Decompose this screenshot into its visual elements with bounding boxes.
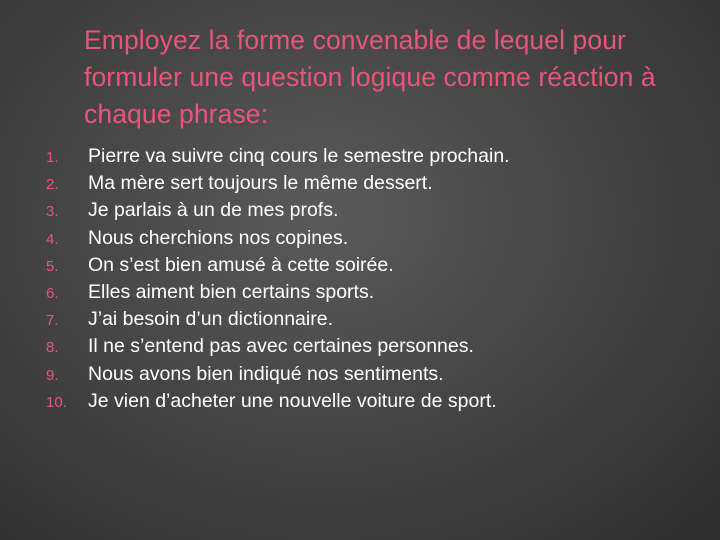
item-text: Nous avons bien indiqué nos sentiments. (88, 362, 444, 385)
list-item (46, 227, 696, 254)
list-item (46, 390, 696, 417)
list-item (46, 363, 696, 390)
list-item (46, 308, 696, 335)
sentence-list (46, 145, 696, 417)
item-number: 10. (46, 393, 67, 411)
list-item (46, 172, 696, 199)
item-number: 4. (46, 230, 59, 248)
list-item (46, 145, 696, 172)
item-text: On s’est bien amusé à cette soirée. (88, 253, 394, 276)
item-text: J’ai besoin d’un dictionnaire. (88, 308, 333, 331)
item-number: 3. (46, 203, 59, 221)
item-text: Ma mère sert toujours le même dessert. (88, 172, 433, 195)
list-item (46, 254, 696, 281)
list-item (46, 199, 696, 226)
list-item (46, 335, 696, 362)
item-number: 9. (46, 366, 59, 384)
item-number: 1. (46, 149, 59, 166)
item-text: Elles aiment bien certains sports. (88, 280, 375, 303)
list-item (46, 281, 696, 308)
item-number: 6. (46, 284, 59, 302)
item-number: 2. (46, 176, 59, 194)
item-text: Je vien d’acheter une nouvelle voiture de sport. (88, 389, 497, 412)
slide-title: Employez la forme convenable de lequel pour formuler une question logique comme réaction à chaque phrase: (84, 25, 656, 129)
item-number: 7. (46, 312, 59, 330)
item-text: Nous cherchions nos copines. (88, 226, 349, 249)
item-text: Je parlais à un de mes profs. (88, 199, 339, 222)
item-number: 8. (46, 339, 59, 357)
item-text: Pierre va suivre cinq cours le semestre prochain. (88, 145, 510, 167)
item-text: Il ne s’entend pas avec certaines personnes. (88, 335, 474, 358)
item-number: 5. (46, 257, 59, 275)
